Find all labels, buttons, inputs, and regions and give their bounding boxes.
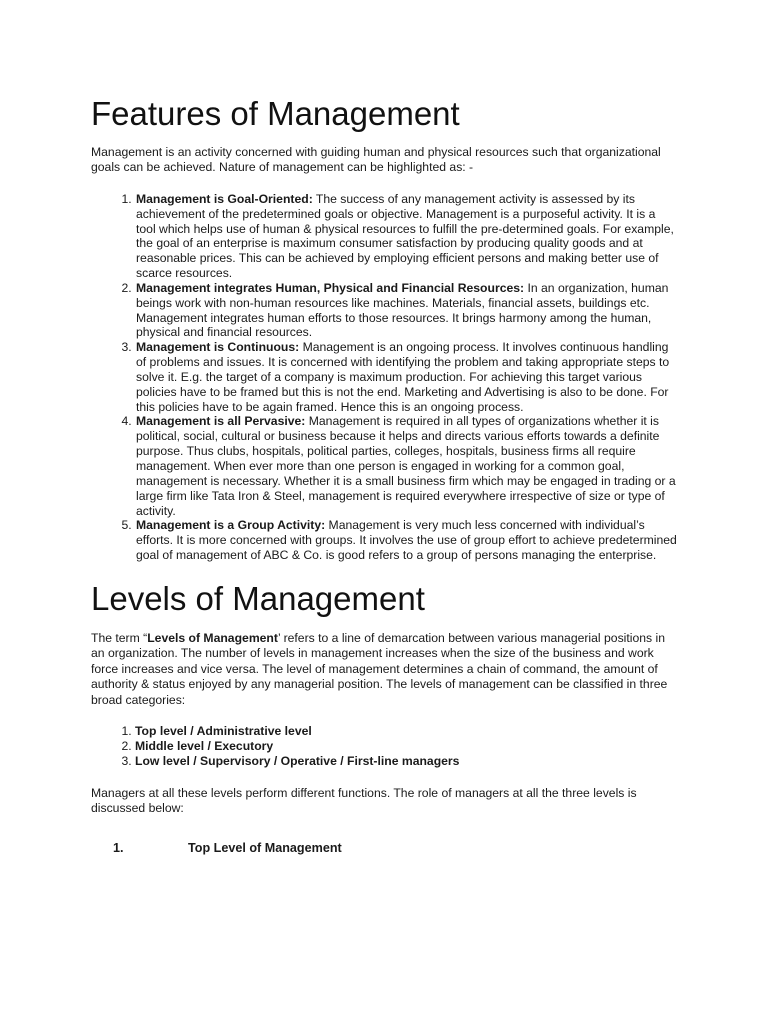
list-item: [135, 724, 677, 739]
list-item: [135, 518, 677, 563]
top-level-subheading: [91, 841, 677, 855]
levels-intro-bold: Levels of Management: [147, 630, 278, 645]
subheading-text: Top Level of Management: [188, 841, 342, 856]
list-item: [135, 192, 677, 281]
level-label: Top level / Administrative level: [135, 723, 312, 738]
item-bold-label: Management is a Group Activity:: [136, 518, 326, 533]
item-text: Management is required in all types of organizations whether it is political, social, cultural or business because it helps and directs various efforts towards a definite purpose. Thus clubs, hospitals, political parties, colleges, hospitals, business firms all require management. When ever more than one person is engaged in working for a common goal, management is necessary. Whether it is a small business firm which may be engaged in trading or a large firm like Tata Iron & Steel, management is required everywhere irrespective of size or type of activity.: [136, 414, 676, 518]
list-item: [135, 414, 677, 518]
item-bold-label: Management integrates Human, Physical and Financial Resources:: [136, 280, 525, 295]
list-item: [135, 340, 677, 414]
level-label: Middle level / Executory: [135, 739, 274, 754]
list-item: [135, 754, 677, 769]
level-label: Low level / Supervisory / Operative / First-line managers: [135, 754, 460, 769]
levels-heading: Levels of Management: [91, 579, 425, 617]
item-bold-label: Management is Goal-Oriented:: [136, 191, 313, 206]
levels-list: [91, 724, 677, 770]
levels-intro-pre: The term “: [91, 630, 148, 645]
managers-paragraph: Managers at all these levels perform different functions. The role of managers at all the three levels is discussed below:: [91, 785, 637, 815]
features-heading: Features of Management: [91, 95, 460, 132]
item-bold-label: Management is Continuous:: [136, 340, 300, 355]
levels-intro-post: ’ refers to a line of demarcation between various managerial positions in an organization. The number of levels in management increases when the size of the business and work force increases and vice versa. The level of management determines a chain of command, the amount of authority & status enjoyed by any managerial position. The levels of management can be classified in three broad categories:: [91, 630, 668, 707]
levels-intro: [91, 631, 677, 708]
item-text: In an organization, human beings work with non-human resources like machines. Materials, financial assets, buildings etc. Management integrates human efforts to those resources. It brings harmony among the human, physical and financial resources.: [136, 280, 669, 340]
list-item: [135, 739, 677, 754]
item-text: Management is an ongoing process. It involves continuous handling of problems and issues. It is concerned with identifying the problem and taking appropriate steps to solve it. E.g. the target of a company is maximum production. For achieving this target various policies have to be framed but this is not the end. Marketing and Advertising is also to be done. For this policies have to be again framed. Hence this is an ongoing process.: [136, 340, 670, 414]
subheading-number: 1.: [113, 841, 124, 856]
list-item: [135, 281, 677, 340]
features-list: [91, 192, 677, 563]
item-bold-label: Management is all Pervasive:: [136, 414, 306, 429]
item-text: The success of any management activity is assessed by its achievement of the predetermined goals or objective. Management is a purposeful activity. It is a tool which helps use of human & physical resources to fulfill the pre-determined goals. For example, the goal of an enterprise is maximum consumer satisfaction by producing quality goods and at reasonable prices. This can be achieved by employing efficient persons and making better use of scarce resources.: [136, 191, 674, 281]
features-intro: Management is an activity concerned with guiding human and physical resources such that organizational goals can be achieved. Nature of management can be highlighted as: -: [91, 145, 661, 175]
item-text: Management is very much less concerned with individual’s efforts. It is more concerned with groups. It involves the use of group effort to achieve predetermined goal of management of ABC & Co. is good refers to a group of persons managing the enterprise.: [136, 518, 677, 563]
